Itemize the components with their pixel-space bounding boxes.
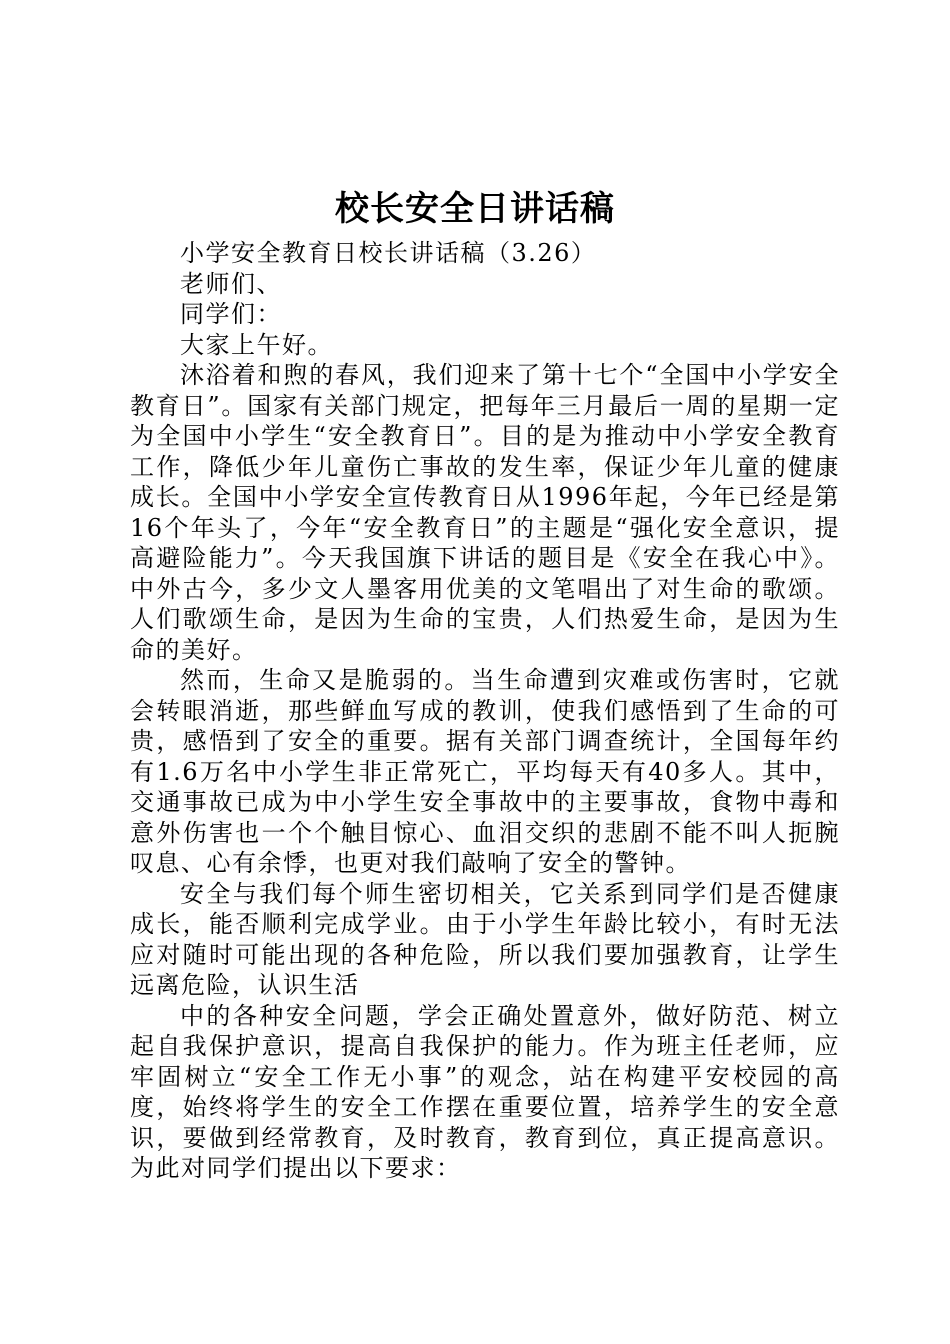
salutation-students: 同学们：	[180, 300, 282, 328]
subtitle-paragraph: 小学安全教育日校长讲话稿（3.26）	[180, 239, 597, 267]
body-paragraph: 中的各种安全问题，学会正确处置意外，做好防范、树立起自我保护意识，提高自我保护的能力。作为班主任老师，应牢固树立“安全工作无小事”的观念，站在构建平安校园的高度，始终将学生的安全工作摆在重要位置，培养学生的安全意识，要做到经常教育，及时教育，教育到位，真正提高意识。为此对同学们提出以下要求：	[130, 1001, 840, 1182]
salutation-teachers: 老师们、	[180, 269, 282, 298]
body-paragraph: 然而，生命又是脆弱的。当生命遭到灾难或伤害时，它就会转眼消逝，那些鲜血写成的教训，使我们感悟到了生命的可贵，感悟到了安全的重要。据有关部门调查统计，全国每年约有1.6万名中小学生非正常死亡，平均每天有40多人。其中，交通事故已成为中小学生安全事故中的主要事故，食物中毒和意外伤害也一个个触目惊心、血泪交织的悲剧不能不叫人扼腕叹息、心有余悸，也更对我们敲响了安全的警钟。	[130, 666, 840, 877]
document-title: 校长安全日讲话稿	[335, 189, 615, 229]
document-body	[130, 238, 840, 1184]
body-paragraph: 沐浴着和煦的春风，我们迎来了第十七个“全国中小学安全教育日”。国家有关部门规定，把每年三月最后一周的星期一定为全国中小学生“安全教育日”。目的是为推动中小学安全教育工作，降低少年儿童伤亡事故的发生率，保证少年儿童的健康成长。全国中小学安全宣传教育日从1996年起，今年已经是第16个年头了，今年“安全教育日”的主题是“强化安全意识，提高避险能力”。今天我国旗下讲话的题目是《安全在我心中》。中外古今，多少文人墨客用优美的文笔唱出了对生命的歌颂。人们歌颂生命，是因为生命的宝贵，人们热爱生命，是因为生命的美好。	[130, 361, 840, 664]
greeting-paragraph: 大家上午好。	[180, 330, 333, 359]
body-paragraph: 安全与我们每个师生密切相关，它关系到同学们是否健康成长，能否顺利完成学业。由于小学生年龄比较小，有时无法应对随时可能出现的各种危险，所以我们要加强教育，让学生远离危险，认识生活	[130, 879, 840, 999]
